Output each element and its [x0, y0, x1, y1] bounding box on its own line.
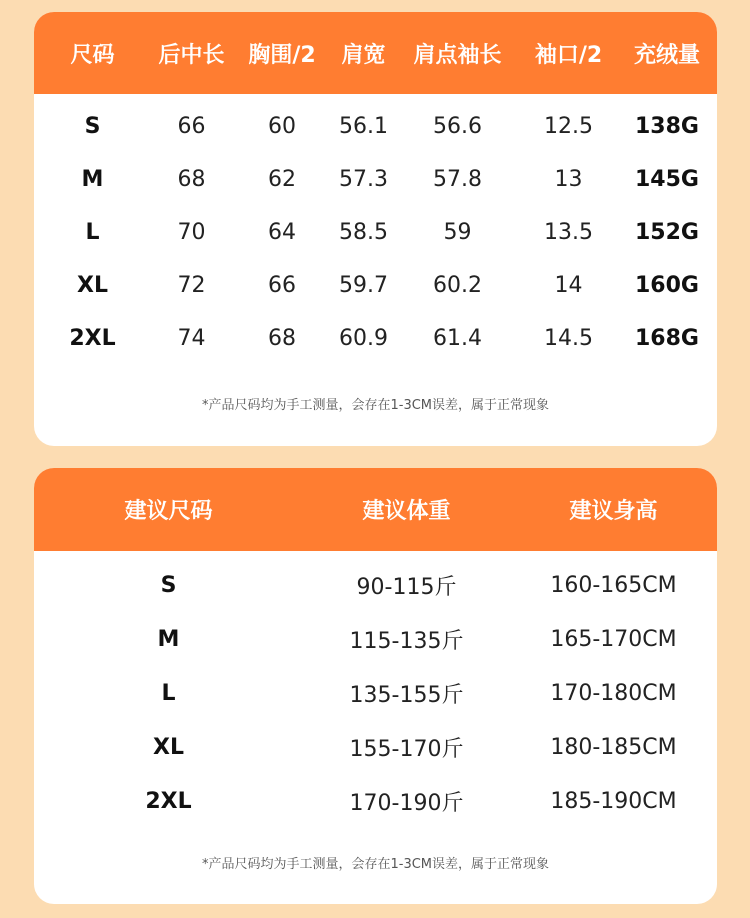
- half-chest-cell: 62: [268, 167, 296, 192]
- back-length-cell: 68: [177, 167, 206, 192]
- half-chest-cell: 68: [268, 326, 296, 351]
- table-row: [34, 206, 717, 259]
- size-cell: XL: [77, 273, 108, 298]
- header-sleeve-length: 肩点袖长: [413, 42, 502, 68]
- size-cell: M: [81, 167, 104, 192]
- down-fill-cell: 152G: [635, 220, 699, 245]
- height-cell: 160-165CM: [550, 572, 677, 598]
- recommendation-header: [34, 468, 717, 551]
- table-row: [34, 774, 717, 828]
- half-cuff-cell: 13.5: [544, 220, 593, 245]
- size-chart-card: [34, 12, 717, 446]
- header-recommended-height: 建议身高: [569, 499, 658, 524]
- weight-cell: 155-170斤: [349, 736, 464, 762]
- half-cuff-cell: 14.5: [544, 326, 593, 351]
- header-down-fill: 充绒量: [633, 42, 700, 68]
- shoulder-width-cell: 60.9: [339, 326, 388, 351]
- table-row: [34, 720, 717, 774]
- back-length-cell: 72: [177, 273, 206, 298]
- header-back-length: 后中长: [158, 42, 225, 68]
- down-fill-cell: 168G: [635, 326, 699, 351]
- size-chart-header: [34, 12, 717, 94]
- height-cell: 165-170CM: [550, 626, 677, 652]
- table-row: [34, 153, 717, 206]
- table-row: [34, 558, 717, 612]
- size-cell: 2XL: [145, 788, 192, 814]
- header-shoulder-width: 肩宽: [341, 42, 386, 68]
- sleeve-length-cell: 56.6: [433, 114, 482, 139]
- header-size: 尺码: [70, 42, 115, 68]
- size-cell: 2XL: [69, 326, 116, 351]
- size-cell: S: [84, 114, 101, 139]
- down-fill-cell: 145G: [635, 167, 699, 192]
- table-row: [34, 100, 717, 153]
- shoulder-width-cell: 57.3: [339, 167, 388, 192]
- shoulder-width-cell: 58.5: [339, 220, 388, 245]
- shoulder-width-cell: 56.1: [339, 114, 388, 139]
- sleeve-length-cell: 60.2: [433, 273, 482, 298]
- down-fill-cell: 138G: [635, 114, 699, 139]
- recommendation-body: [34, 551, 717, 828]
- half-cuff-cell: 14: [554, 273, 583, 298]
- header-recommended-size: 建议尺码: [124, 499, 213, 524]
- back-length-cell: 74: [177, 326, 206, 351]
- weight-cell: 170-190斤: [349, 790, 464, 816]
- half-cuff-cell: 13: [554, 167, 583, 192]
- weight-cell: 115-135斤: [349, 628, 464, 654]
- down-fill-cell: 160G: [635, 273, 699, 298]
- half-chest-cell: 66: [268, 273, 296, 298]
- half-chest-cell: 60: [268, 114, 296, 139]
- size-cell: XL: [153, 734, 184, 760]
- weight-cell: 135-155斤: [349, 682, 464, 708]
- size-chart-body: [34, 94, 717, 365]
- sleeve-length-cell: 59: [443, 220, 472, 245]
- size-cell: L: [161, 680, 176, 706]
- table-row: [34, 666, 717, 720]
- half-cuff-cell: 12.5: [544, 114, 593, 139]
- size-cell: S: [160, 572, 177, 598]
- shoulder-width-cell: 59.7: [339, 273, 388, 298]
- back-length-cell: 70: [177, 220, 206, 245]
- sleeve-length-cell: 57.8: [433, 167, 482, 192]
- half-chest-cell: 64: [268, 220, 296, 245]
- header-half-cuff: 袖口/2: [534, 42, 603, 68]
- height-cell: 170-180CM: [550, 680, 677, 706]
- table-row: [34, 312, 717, 365]
- header-half-chest: 胸围/2: [248, 42, 316, 68]
- back-length-cell: 66: [177, 114, 206, 139]
- measurement-note: *产品尺码均为手工测量，会存在1-3CM误差，属于正常现象: [201, 857, 550, 872]
- table-row: [34, 612, 717, 666]
- sleeve-length-cell: 61.4: [433, 326, 482, 351]
- size-cell: L: [85, 220, 100, 245]
- recommendation-card: [34, 468, 717, 904]
- header-recommended-weight: 建议体重: [362, 499, 451, 524]
- height-cell: 185-190CM: [550, 788, 677, 814]
- weight-cell: 90-115斤: [356, 574, 457, 600]
- measurement-note: *产品尺码均为手工测量，会存在1-3CM误差，属于正常现象: [201, 398, 550, 413]
- height-cell: 180-185CM: [550, 734, 677, 760]
- size-cell: M: [157, 626, 180, 652]
- table-row: [34, 259, 717, 312]
